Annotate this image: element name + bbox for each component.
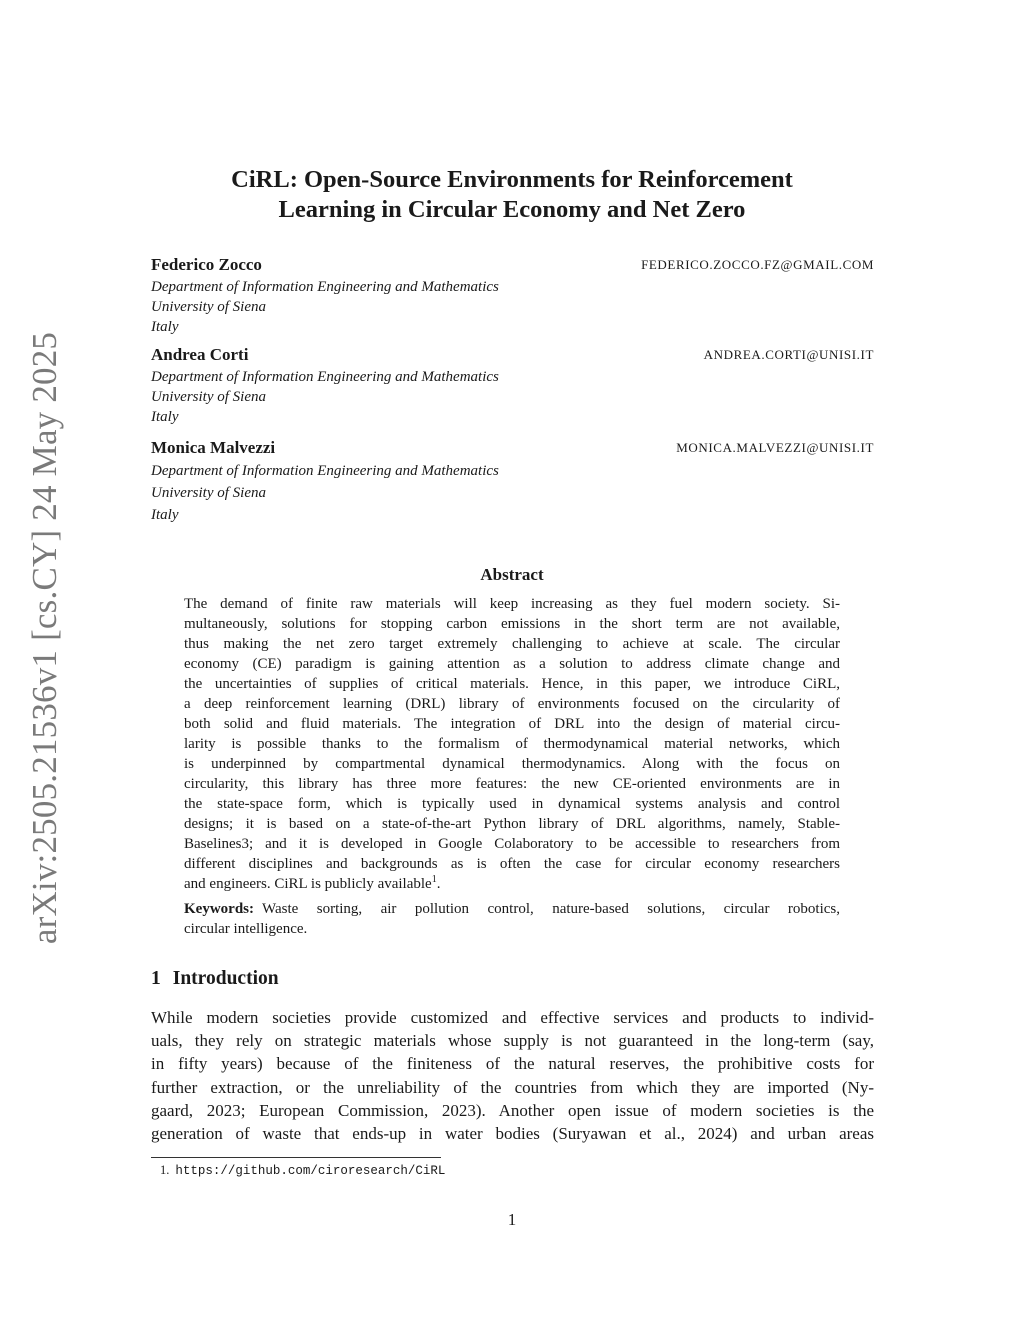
- author-email[interactable]: ANDREA.CORTI@UNISI.IT: [703, 347, 874, 362]
- abstract-line: larity is possible thanks to the formalism of thermodynamical material networks, which: [184, 736, 840, 752]
- abstract-line: The demand of finite raw materials will keep increasing as they fuel modern society. Si-: [184, 596, 840, 612]
- paper-title: [150, 165, 874, 225]
- abstract-line: multaneously, solutions for stopping carbon emissions in the short term are not available,: [184, 616, 840, 632]
- abstract-last-line: [184, 874, 840, 894]
- author-name: Federico Zocco: [151, 255, 262, 274]
- author-country: Italy: [151, 507, 179, 523]
- section-number: 1: [151, 968, 161, 989]
- author-email[interactable]: MONICA.MALVEZZI@UNISI.IT: [676, 440, 874, 455]
- section-heading-introduction: [151, 968, 279, 990]
- intro-line: gaard, 2023; European Commission, 2023). Another open issue of modern societies is the: [151, 1100, 874, 1120]
- footnote-number: 1.: [160, 1163, 170, 1177]
- intro-line: in fifty years) because of the finiteness of the natural reserves, the prohibitive costs for: [151, 1054, 874, 1074]
- author-name: Andrea Corti: [151, 345, 249, 364]
- abstract-line: circularity, this library has three more features: the new CE-oriented environments are in: [184, 776, 840, 792]
- abstract-period: .: [436, 876, 441, 892]
- author-university: University of Siena: [151, 485, 266, 501]
- abstract-line: different disciplines and backgrounds as is often the case for circular economy researchers: [184, 856, 840, 872]
- abstract-heading: Abstract: [480, 565, 544, 584]
- author-email[interactable]: FEDERICO.ZOCCO.FZ@GMAIL.COM: [641, 257, 874, 272]
- intro-line: uals, they rely on strategic materials whose supply is not guaranteed in the long-term (say,: [151, 1031, 874, 1051]
- abstract-body: [184, 594, 840, 894]
- abstract-line: both solid and fluid materials. The integration of DRL into the design of material circu-: [184, 716, 840, 732]
- title-line-2: Learning in Circular Economy and Net Zero: [278, 196, 746, 223]
- abstract-line: the state-space form, which is typically used in dynamical systems analysis and control: [184, 796, 840, 812]
- author-block-3: [151, 438, 874, 526]
- introduction-body: [151, 1006, 874, 1145]
- abstract-line: is underpinned by compartmental dynamical thermodynamics. Along with the focus on: [184, 756, 840, 772]
- section-title: Introduction: [172, 968, 279, 989]
- author-department: Department of Information Engineering and Mathematics: [151, 369, 499, 385]
- footnote: [160, 1163, 445, 1178]
- keywords-text: Waste sorting, air pollution control, nature-based solutions, circular robotics,: [262, 901, 840, 917]
- author-department: Department of Information Engineering and Mathematics: [151, 279, 499, 295]
- title-line-1: CiRL: Open-Source Environments for Reinforcement: [231, 166, 793, 193]
- keywords: [184, 899, 840, 939]
- intro-line: While modern societies provide customized and effective services and products to individ-: [151, 1008, 874, 1027]
- author-university: University of Siena: [151, 389, 266, 405]
- intro-line: generation of waste that ends-up in water bodies (Suryawan et al., 2024) and urban areas: [151, 1124, 874, 1144]
- keywords-text-cont: circular intelligence.: [184, 921, 308, 937]
- abstract-line: thus making the net zero target extremely challenging to achieve at scale. The circular: [184, 636, 840, 652]
- footnote-divider: [151, 1157, 441, 1158]
- author-name: Monica Malvezzi: [151, 438, 276, 457]
- abstract-line: a deep reinforcement learning (DRL) library of environments focused on the circularity of: [184, 696, 840, 712]
- footnote-link[interactable]: https://github.com/ciroresearch/CiRL: [175, 1164, 446, 1178]
- abstract-line: designs; it is based on a state-of-the-art Python library of DRL algorithms, namely, Stable-: [184, 816, 840, 832]
- intro-line: further extraction, or the unreliability of the countries from which they are imported (Ny-: [151, 1077, 874, 1097]
- abstract-line: Baselines3; and it is developed in Google Colaboratory to be accessible to researchers from: [184, 836, 840, 852]
- author-university: University of Siena: [151, 299, 266, 315]
- author-block-2: [151, 345, 874, 427]
- keywords-label: Keywords:: [184, 901, 254, 917]
- abstract-line: and engineers. CiRL is publicly available: [184, 876, 432, 892]
- arxiv-identifier: arXiv:2505.21536v1 [cs.CY] 24 May 2025: [25, 331, 64, 945]
- author-country: Italy: [151, 319, 179, 335]
- abstract-line: the uncertainties of supplies of critical materials. Hence, in this paper, we introduce CiRL,: [184, 676, 840, 692]
- author-country: Italy: [151, 409, 179, 425]
- abstract-line: economy (CE) paradigm is gaining attention as a solution to address climate change and: [184, 656, 840, 672]
- author-block-1: [151, 255, 874, 337]
- author-department: Department of Information Engineering and Mathematics: [151, 463, 499, 479]
- page-number: 1: [507, 1210, 517, 1229]
- footnote-marker[interactable]: 1: [431, 874, 437, 885]
